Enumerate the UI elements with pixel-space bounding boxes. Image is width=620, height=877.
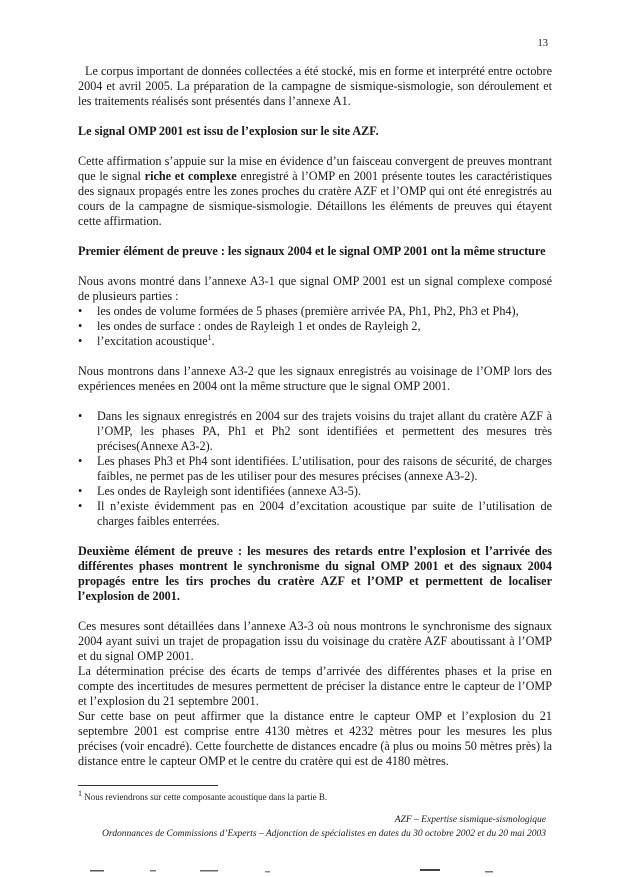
affirmation-paragraph [78,154,552,229]
intro-paragraph: Le corpus important de données collectées a été stocké, mis en forme et interprété entre octobre 2004 et avril 2005. La préparation de la campagne de sismique-sismologie, son déroulement et les traitements réalisés sont présentés dans l’annexe A1. [78,64,552,108]
list-item: • l’excitation acoustique$^1$. [78,332,215,348]
structure-paragraph: Nous avons montré dans l’annexe A3-1 que signal OMP 2001 est un signal complexe composé de plusieurs parties : [78,274,552,303]
measures-paragraph: Ces mesures sont détaillées dans l’annexe A3-3 où nous montrons le synchronisme des signaux 2004 ayant suivi un trajet de propagation issu du voisinage du cratère AZF aboutissant à l’OMP et du signal OMP 2001. [78,619,552,663]
footer-title: AZF – Expertise sismique-sismologique [394,815,546,825]
list-item: • les ondes de volume formées de 5 phases (première arrivée PA, Ph1, Ph2, Ph3 et Ph4), [78,304,519,318]
list-item: • les ondes de surface : ondes de Rayleigh 1 et ondes de Rayleigh 2, [78,319,421,333]
bullet-icon: • [78,319,83,333]
affirmation-emphasis: riche et complexe [144,169,237,183]
determination-paragraph: La détermination précise des écarts de temps d’arrivée des différentes phases et la prise en compte des incertitudes de mesures permettent de préciser la distance entre le capteur de l’OMP et l’explosion du 21 septembre 2001. [78,664,552,708]
affirmation-text-start: Cette affirmation s’appuie sur la mise en évidence d’un faisceau convergent de preuves montrant que le signal [78,154,552,183]
page-number: 13 [537,38,548,49]
bullet-icon: • [78,484,83,498]
bullet-icon: • [78,304,83,318]
footnote-text: Nous reviendrons sur cette composante acoustique dans la partie B. [82,792,328,802]
same-structure-paragraph: Nous montrons dans l’annexe A3-2 que les signaux enregistrés au voisinage de l’OMP lors des expériences menées en 2004 ont la même structure que le signal OMP 2001. [78,364,552,393]
section-heading-omp-signal: Le signal OMP 2001 est issu de l’explosion sur le site AZF. [78,124,379,138]
footer-ordinances: Ordonnances de Commissions d’Experts – Adjonction de spécialistes en dates du 30 octobre 2002 et du 20 mai 2003 [102,829,546,839]
scan-artifacts [90,868,510,874]
bullet-icon: • [78,409,83,423]
footnote [78,789,328,802]
signal-parts-list [78,304,552,349]
footnote-number: 1 [78,789,82,798]
section-heading-second-proof: Deuxième élément de preuve : les mesures des retards entre l’explosion et l’arrivée des différentes phases montrent le synchronisme du signal OMP 2001 et des signaux 2004 propagés entre les tirs proches du cratère AZF et l’OMP et permettent de localiser l’explosion de 2001. [78,544,552,603]
identified-phases-list [78,409,552,529]
bullet-icon: • [78,454,83,468]
affirmation-text-end: enregistré à l’OMP en 2001 présente toutes les caractéristiques des signaux propagés entre les zones proches du cratère AZF et l’OMP qui ont été enregistrés au cours de la campagne de sismique-sismologie. Détaillons les éléments de preuves qui étayent cette affirmation. [78,169,552,228]
bullet-icon: • [78,334,83,348]
list-item: • Dans les signaux enregistrés en 2004 sur des trajets voisins du trajet allant du cratère AZF à l’OMP, les phases PA, Ph1 et Ph2 sont identifiées et permettent des mesures très précises(Annexe A3-2). [78,409,552,453]
distance-paragraph: Sur cette base on peut affirmer que la distance entre le capteur OMP et l’explosion du 21 septembre 2001 est comprise entre 4130 mètres et 4232 mètres pour les mesures les plus précises (voir encadré). Cette fourchette de distances encadre (à plus ou moins 50 mètres près) la distance entre le capteur OMP et le centre du cratère qui est de 4180 mètres. [78,709,552,768]
list-item: • Les ondes de Rayleigh sont identifiées (annexe A3-5). [78,484,361,498]
bullet-icon: • [78,499,83,513]
footnote-reference[interactable]: 1 [207,332,212,342]
list-item: • Les phases Ph3 et Ph4 sont identifiées. L’utilisation, pour des raisons de sécurité, de charges faibles, ne permet pas de les utiliser pour des mesures précises (annexe A3-2). [78,454,552,483]
document-body [78,64,552,769]
list-item: • Il n’existe évidemment pas en 2004 d’excitation acoustique par suite de l’utilisation de charges faibles enterrées. [78,499,552,528]
footnote-divider [78,785,218,786]
section-heading-first-proof: Premier élément de preuve : les signaux 2004 et le signal OMP 2001 ont la même structure [78,244,546,258]
